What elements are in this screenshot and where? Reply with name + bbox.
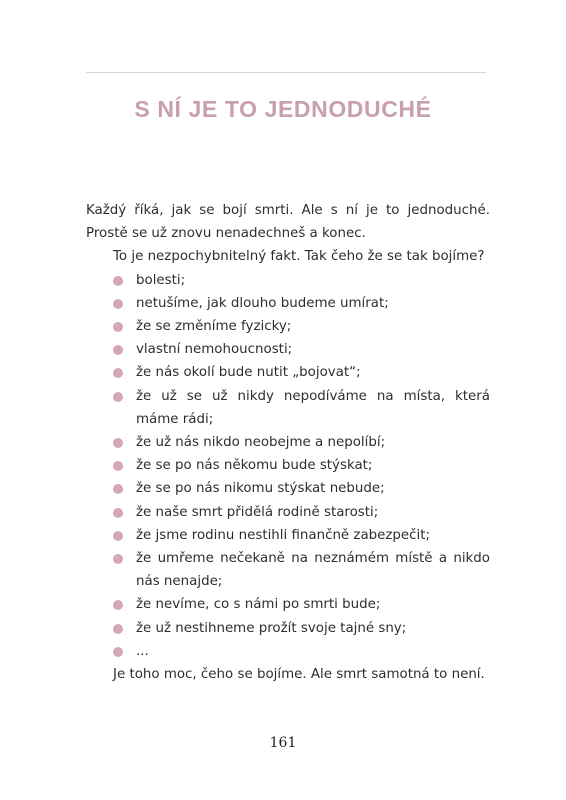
list-item-text: že už nestihneme prožít svoje tajné sny; [136, 620, 407, 636]
bullet-icon [113, 554, 123, 564]
page-number: 161 [269, 735, 297, 751]
list-item-text: že se změníme fyzicky; [136, 319, 292, 335]
list-item [113, 361, 490, 384]
bullet-icon [113, 322, 123, 332]
bullet-icon [113, 392, 123, 402]
list-item [113, 547, 490, 593]
list-item-text: že nevíme, co s námi po smrti bude; [136, 597, 381, 613]
bullet-icon [113, 484, 123, 494]
bullet-icon [113, 647, 123, 657]
bullet-icon [113, 299, 123, 309]
list-item-text: že se po nás nikomu stýskat nebude; [136, 481, 385, 497]
list-item-text: že umřeme nečekaně na neznámém místě a nikdo nás nenajde; [136, 551, 490, 590]
list-item-text: vlastní nemohoucnosti; [136, 342, 293, 358]
list-item [113, 477, 490, 500]
list-item [113, 269, 490, 292]
top-divider [86, 72, 486, 73]
list-item [113, 593, 490, 616]
list-item-text: netušíme, jak dlouho budeme umírat; [136, 295, 389, 311]
list-item [113, 292, 490, 315]
list-item-text: že naše smrt přidělá rodině starosti; [136, 504, 379, 520]
bullet-icon [113, 600, 123, 610]
list-item [113, 454, 490, 477]
list-item [113, 524, 490, 547]
list-item-text: ... [136, 643, 149, 659]
question-paragraph: To je nezpochybnitelný fakt. Tak čeho že se tak bojíme? [113, 249, 485, 265]
list-item [113, 617, 490, 640]
list-item-text: že jsme rodinu nestihli finančně zabezpečit; [136, 527, 431, 543]
bullet-icon [113, 276, 123, 286]
list-item-text: že už nás nikdo neobejme a nepolíbí; [136, 435, 386, 451]
list-item [113, 431, 490, 454]
list-item [113, 385, 490, 431]
bullet-icon [113, 508, 123, 518]
chapter-title: S NÍ JE TO JEDNODUCHÉ [134, 96, 432, 122]
bullet-icon [113, 531, 123, 541]
bullet-icon [113, 345, 123, 355]
bullet-icon [113, 438, 123, 448]
bullet-icon [113, 368, 123, 378]
list-item [113, 338, 490, 361]
bullet-icon [113, 624, 123, 634]
chapter-body [86, 199, 490, 686]
list-item [113, 315, 490, 338]
fears-list [86, 269, 490, 663]
list-item [113, 640, 490, 663]
list-item-text: že nás okolí bude nutit „bojovat“; [136, 365, 361, 381]
list-item-text: že se po nás někomu bude stýskat; [136, 458, 373, 474]
list-item-text: bolesti; [136, 272, 186, 288]
intro-paragraph: Každý říká, jak se bojí smrti. Ale s ní je to jednoduché. Prostě se už znovu nenadechneš a konec. [86, 203, 490, 242]
list-item [113, 501, 490, 524]
conclusion-paragraph: Je toho moc, čeho se bojíme. Ale smrt samotná to není. [113, 667, 485, 683]
bullet-icon [113, 461, 123, 471]
list-item-text: že už se už nikdy nepodíváme na místa, která máme rádi; [136, 388, 490, 427]
